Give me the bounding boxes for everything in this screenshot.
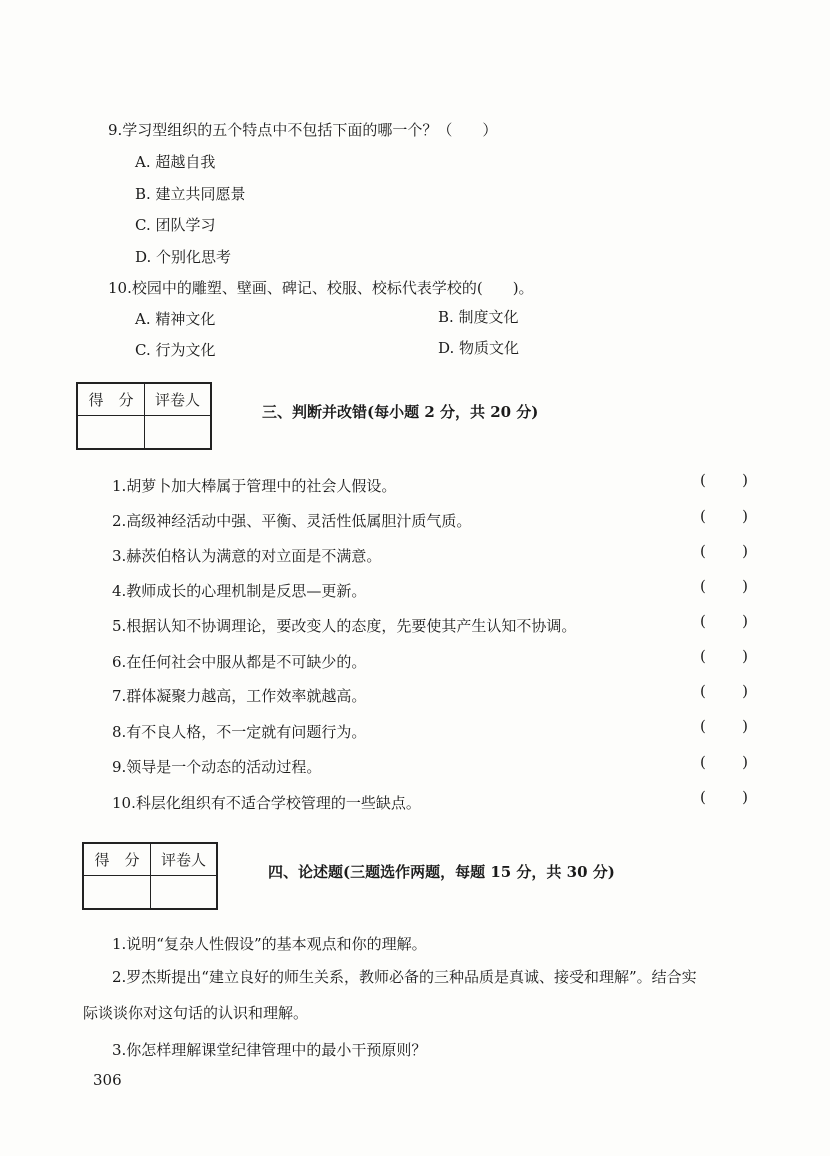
question-10-option-a: A. 精神文化 — [135, 310, 216, 328]
question-9-option-d: D. 个别化思考 — [135, 248, 232, 266]
judge-item-7: 7.群体凝聚力越高，工作效率就越高。 — [112, 687, 367, 705]
judge-item-10: 10.科层化组织有不适合学校管理的一些缺点。 — [112, 794, 421, 812]
judge-item-6: 6.在任何社会中服从都是不可缺少的。 — [112, 653, 367, 671]
judge-item-2: 2.高级神经活动中强、平衡、灵活性低属胆汁质气质。 — [112, 512, 472, 530]
essay-question-3: 3.你怎样理解课堂纪律管理中的最小干预原则？ — [112, 1041, 427, 1059]
grader-cell[interactable] — [145, 415, 212, 449]
question-9-option-a: A. 超越自我 — [135, 153, 216, 171]
judge-item-1: 1.胡萝卜加大棒属于管理中的社会人假设。 — [112, 477, 397, 495]
judge-item-8: 8.有不良人格，不一定就有问题行为。 — [112, 723, 367, 741]
question-10-stem: 10.校园中的雕塑、壁画、碑记、校服、校标代表学校的( )。 — [108, 279, 534, 297]
judge-item-3: 3.赫茨伯格认为满意的对立面是不满意。 — [112, 547, 382, 565]
score-header: 得 分 — [83, 843, 151, 875]
score-header: 得 分 — [77, 383, 145, 415]
section-4-title: 四、论述题(三题选作两题，每题 15 分，共 30 分) — [268, 863, 615, 881]
score-table-section-3 — [76, 382, 212, 450]
question-9-stem: 9.学习型组织的五个特点中不包括下面的哪一个？（ ） — [108, 121, 498, 139]
section-3-title: 三、判断并改错(每小题 2 分，共 20 分) — [262, 403, 539, 421]
question-10-option-d: D. 物质文化 — [438, 339, 520, 357]
essay-question-2-line-1: 2.罗杰斯提出“建立良好的师生关系，教师必备的三种品质是真诚、接受和理解”。结合实 — [112, 968, 697, 986]
judge-item-4: 4.教师成长的心理机制是反思—更新。 — [112, 582, 367, 600]
score-cell[interactable] — [83, 875, 151, 909]
question-10-option-b: B. 制度文化 — [438, 308, 519, 326]
essay-question-1: 1.说明“复杂人性假设”的基本观点和你的理解。 — [112, 935, 427, 953]
judge-item-5: 5.根据认知不协调理论，要改变人的态度，先要使其产生认知不协调。 — [112, 617, 577, 635]
page-number: 306 — [93, 1071, 122, 1089]
question-9-option-b: B. 建立共同愿景 — [135, 185, 246, 203]
question-9-option-c: C. 团队学习 — [135, 216, 216, 234]
judge-item-9: 9.领导是一个动态的活动过程。 — [112, 758, 322, 776]
grader-cell[interactable] — [151, 875, 218, 909]
essay-question-2-line-2: 际谈谈你对这句话的认识和理解。 — [83, 1004, 309, 1022]
score-table-section-4 — [82, 842, 218, 910]
question-10-option-c: C. 行为文化 — [135, 341, 216, 359]
grader-header: 评卷人 — [145, 383, 212, 415]
score-cell[interactable] — [77, 415, 145, 449]
grader-header: 评卷人 — [151, 843, 218, 875]
